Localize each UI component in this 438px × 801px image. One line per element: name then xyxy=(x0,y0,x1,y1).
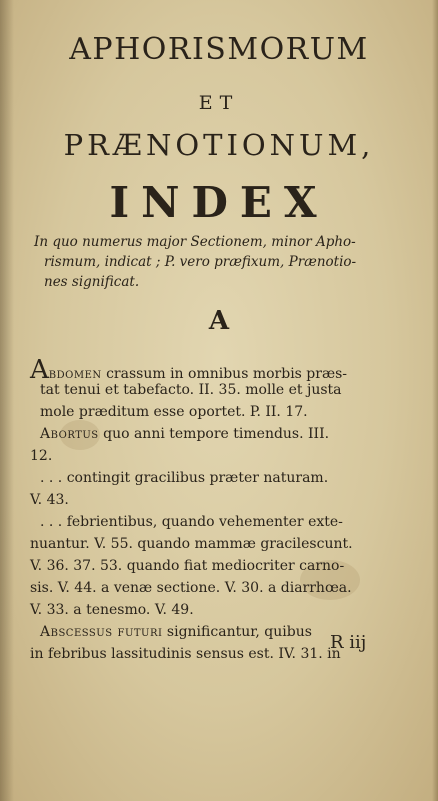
signature-mark: R iij xyxy=(330,632,367,653)
intro-line: rismum, indicat ; P. vero præfixum, Prænotio- xyxy=(44,254,357,270)
entry-line: . . . febrientibus, quando vehementer exte- xyxy=(40,514,343,530)
entry-line: V. 33. a tenesmo. V. 49. xyxy=(30,602,194,618)
entry-line: 12. xyxy=(30,448,53,464)
intro-line: nes significat. xyxy=(44,274,140,290)
entry-headword: Abscessus futuri xyxy=(40,624,163,640)
entry-line xyxy=(40,624,312,640)
entry-headword: Abortus xyxy=(40,426,99,442)
entry-line: nuantur. V. 55. quando mammæ gracilescunt. xyxy=(30,536,353,552)
entry-line: V. 36. 37. 53. quando fiat mediocriter carno- xyxy=(30,558,345,574)
entry-line: tat tenui et tabefacto. II. 35. molle et justa xyxy=(40,382,342,398)
entry-line xyxy=(40,426,329,442)
title-line-1: APHORISMORUM xyxy=(69,32,369,67)
entry-text: quo anni tempore timendus. III. xyxy=(98,426,330,442)
intro-line: In quo numerus major Sectionem, minor Apho- xyxy=(34,234,356,250)
entry-line: mole præditum esse oportet. P. II. 17. xyxy=(40,404,308,420)
entry-line: . . . contingit gracilibus præter naturam. xyxy=(40,470,329,486)
entry-line: in febribus lassitudinis sensus est. IV. 31. in xyxy=(30,646,341,662)
entry-line: V. 43. xyxy=(30,492,69,508)
title-index: INDEX xyxy=(109,178,329,227)
entry-line: sis. V. 44. a venæ sectione. V. 30. a diarrhœa. xyxy=(30,580,352,596)
entry-text: crassum in omnibus morbis præs- xyxy=(101,366,348,382)
intro-paragraph xyxy=(34,232,406,292)
title-line-3: PRÆNOTIONUM, xyxy=(63,128,375,162)
gutter-shadow xyxy=(0,0,14,801)
entry-text: significantur, quibus xyxy=(162,624,312,640)
title-line-2: ET xyxy=(198,92,240,114)
section-letter: A xyxy=(208,306,230,336)
entry-headword: bdomen xyxy=(48,366,102,382)
entry-line xyxy=(30,355,348,385)
drop-initial: A xyxy=(30,355,49,385)
page-edge xyxy=(432,0,438,801)
